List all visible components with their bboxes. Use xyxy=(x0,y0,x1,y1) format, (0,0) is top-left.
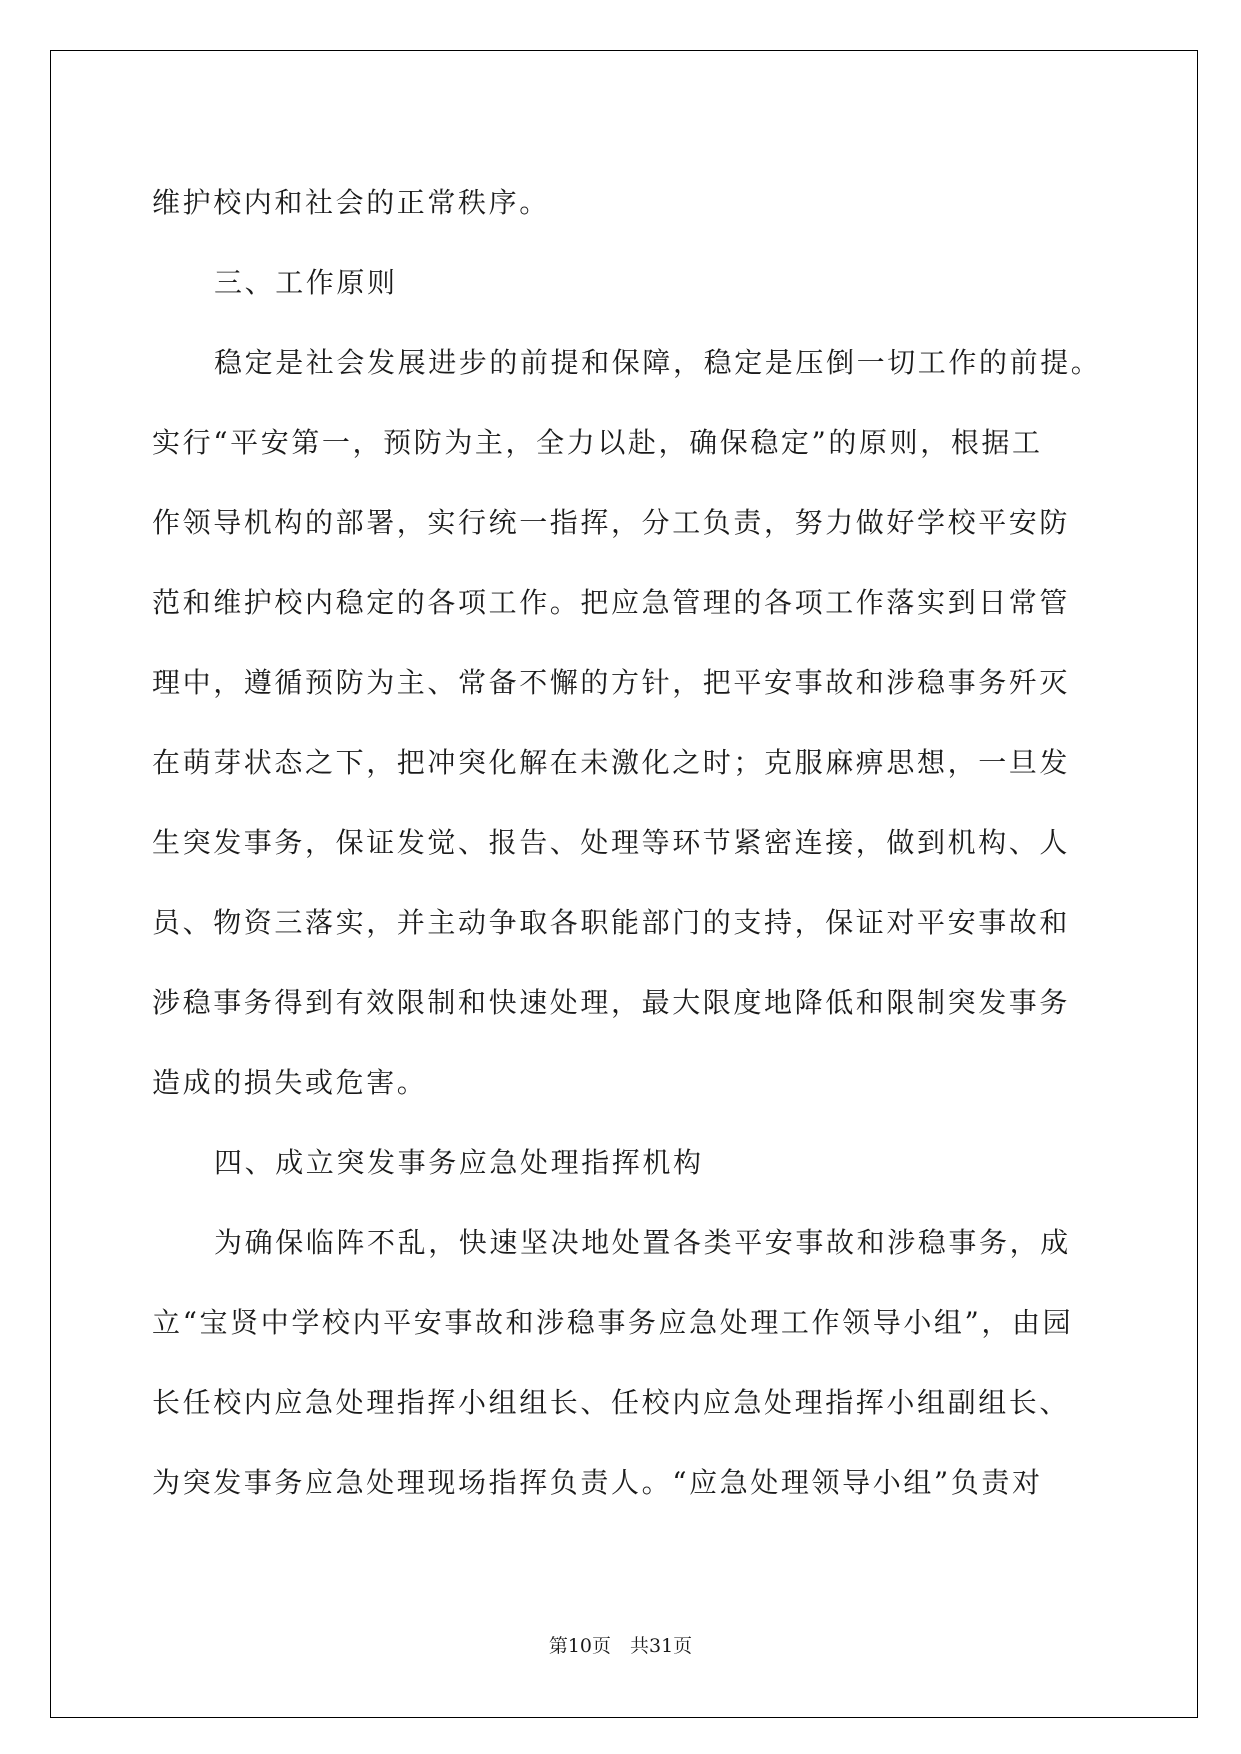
text-line: 涉稳事务得到有效限制和快速处理，最大限度地降低和限制突发事务 xyxy=(152,986,1071,1019)
text-line: 在萌芽状态之下，把冲突化解在未激化之时；克服麻痹思想，一旦发 xyxy=(152,746,1071,779)
section-heading-command-structure: 四、成立突发事务应急处理指挥机构 xyxy=(214,1146,704,1179)
page-number-footer: 第10页 共31页 xyxy=(548,1635,693,1657)
text-line: 为确保临阵不乱，快速坚决地处置各类平安事故和涉稳事务，成 xyxy=(214,1226,1071,1259)
text-line: 稳定是社会发展进步的前提和保障，稳定是压倒一切工作的前提。 xyxy=(214,346,1102,379)
text-line: 理中，遵循预防为主、常备不懈的方针，把平安事故和涉稳事务歼灭 xyxy=(152,666,1071,699)
text-line: 长任校内应急处理指挥小组组长、任校内应急处理指挥小组副组长、 xyxy=(152,1386,1071,1419)
text-line: 员、物资三落实，并主动争取各职能部门的支持，保证对平安事故和 xyxy=(152,906,1071,939)
text-line: 作领导机构的部署，实行统一指挥，分工负责，努力做好学校平安防 xyxy=(152,506,1071,539)
text-line: 范和维护校内稳定的各项工作。把应急管理的各项工作落实到日常管 xyxy=(152,586,1071,619)
document-body xyxy=(152,163,1102,1523)
text-line: 实行“平安第一，预防为主，全力以赴，确保稳定”的原则，根据工 xyxy=(152,426,1043,459)
text-line: 维护校内和社会的正常秩序。 xyxy=(152,186,550,219)
text-line: 造成的损失或危害。 xyxy=(152,1066,428,1099)
text-line: 为突发事务应急处理现场指挥负责人。“应急处理领导小组”负责对 xyxy=(152,1466,1043,1499)
text-line: 生突发事务，保证发觉、报告、处理等环节紧密连接，做到机构、人 xyxy=(152,826,1071,859)
text-line: 立“宝贤中学校内平安事故和涉稳事务应急处理工作领导小组”，由园 xyxy=(152,1306,1074,1339)
section-heading-work-principles: 三、工作原则 xyxy=(214,266,398,299)
